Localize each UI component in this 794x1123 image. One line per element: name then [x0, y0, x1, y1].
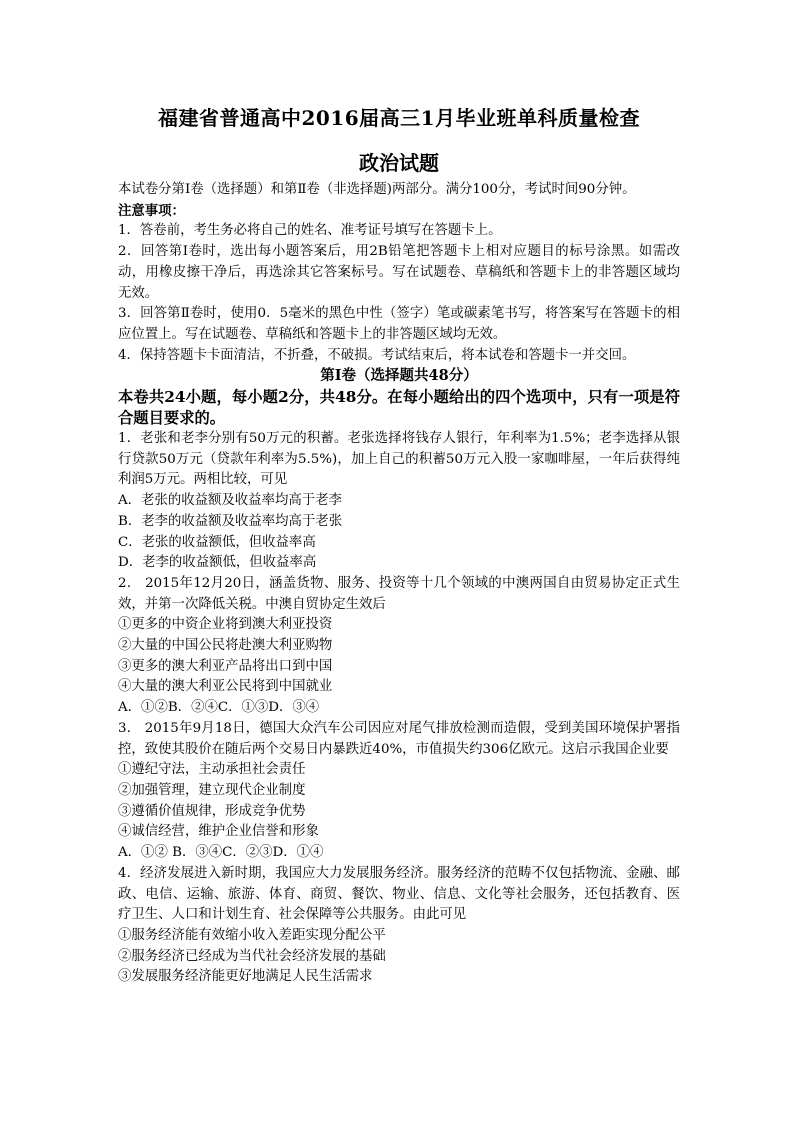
notice-item-4: 4．保持答题卡卡面清洁，不折叠，不破损。考试结束后，将本试卷和答题卡一并交回。 [118, 347, 636, 363]
question-stem: 3． 2015年9月18日，德国大众汽车公司因应对尾气排放检测而造假，受到美国环境保护署指控，致使其股价在随后两个交易日内暴跌近40%，市值损失约306亿欧元。这启示我国企业要 [118, 720, 680, 757]
page-content [118, 100, 680, 988]
notice-item-3: 3．回答第Ⅱ卷时，使用0．5毫米的黑色中性（签字）笔或碳素笔书写，将答案写在答题卡的相应位置上。写在试题卷、草稿纸和答题卡上的非答题区域均无效。 [118, 306, 680, 342]
answer-option: A．老张的收益额及收益率均高于老李 [118, 493, 342, 509]
question-stem: 2． 2015年12月20日，涵盖货物、服务、投资等十几个领域的中澳两国自由贸易协定正式生效，并第一次降低关税。中澳自贸协定生效后 [118, 575, 680, 612]
statement-item: ①遵纪守法，主动承担社会责任 [118, 762, 306, 778]
notice-item-2: 2．回答第Ⅰ卷时，选出每小题答案后，用2B铅笔把答题卡上相对应题目的标号涂黑。如需改动，用橡皮擦干净后，再选涂其它答案标号。写在试题卷、草稿纸和答题卡上的非答题区域均无效。 [118, 244, 680, 301]
statement-item: ①更多的中资企业将到澳大利亚投资 [118, 617, 333, 633]
statement-item: ②大量的中国公民将赴澳大利亚购物 [118, 638, 333, 654]
intro-text: 本试卷分第Ⅰ卷（选择题）和第Ⅱ卷（非选择题)两部分。满分100分，考试时间90分钟。 [118, 182, 636, 197]
exam-subtitle: 政治试题 [359, 151, 439, 175]
question-1 [118, 429, 680, 574]
answer-option: B．老李的收益额及收益率均高于老张 [118, 513, 343, 529]
question-stem: 1．老张和老李分别有50万元的积蓄。老张选择将钱存人银行，年利率为1.5%；老李选择从银行贷款50万元（贷款年利率为5.5%)，加上自己的积蓄50万元入股一家咖啡屋，一年后获得纯利润5万元。两相比较，可见 [118, 431, 680, 488]
answer-options: A．①② B．③④C．②③D．①④ [118, 845, 324, 861]
section-heading: 第Ⅰ卷（选择题共48分） [320, 367, 478, 385]
question-stem: 4．经济发展进入新时期，我国应大力发展服务经济。服务经济的范畴不仅包括物流、金融、邮政、电信、运输、旅游、体育、商贸、餐饮、物业、信息、文化等社会服务，还包括教育、医疗卫生、人口和计划生育、社会保障等公共服务。由此可见 [118, 865, 680, 923]
question-4 [118, 864, 680, 988]
question-3 [118, 719, 680, 864]
statement-item: ④诚信经营，维护企业信誉和形象 [118, 824, 319, 840]
answer-options: A．①②B．②④C．①③D．③④ [118, 700, 320, 716]
statement-item: ④大量的澳大利亚公民将到中国就业 [118, 679, 333, 695]
section-instruction: 本卷共24小题，每小题2分，共48分。在每小题给出的四个选项中，只有一项是符合题目要求的。 [118, 388, 680, 428]
question-2 [118, 574, 680, 719]
statement-item: ③发展服务经济能更好地满足人民生活需求 [118, 969, 373, 985]
statement-item: ③遵循价值规律，形成竞争优势 [118, 803, 306, 819]
statement-item: ③更多的澳大利亚产品将出口到中国 [118, 658, 333, 674]
statement-item: ②服务经济已经成为当代社会经济发展的基础 [118, 948, 386, 964]
exam-title: 福建省普通高中2016届高三1月毕业班单科质量检查 [157, 106, 641, 130]
statement-item: ②加强管理，建立现代企业制度 [118, 782, 306, 798]
answer-option: D．老李的收益额低，但收益率高 [118, 555, 317, 571]
notice-item-1: 1．答卷前，考生务必将自己的姓名、准考证号填写在答题卡上。 [118, 223, 502, 239]
answer-option: C．老张的收益额低，但收益率高 [118, 534, 316, 550]
notice-heading: 注意事项： [118, 202, 185, 219]
statement-item: ①服务经济能有效缩小收入差距实现分配公平 [118, 927, 386, 943]
